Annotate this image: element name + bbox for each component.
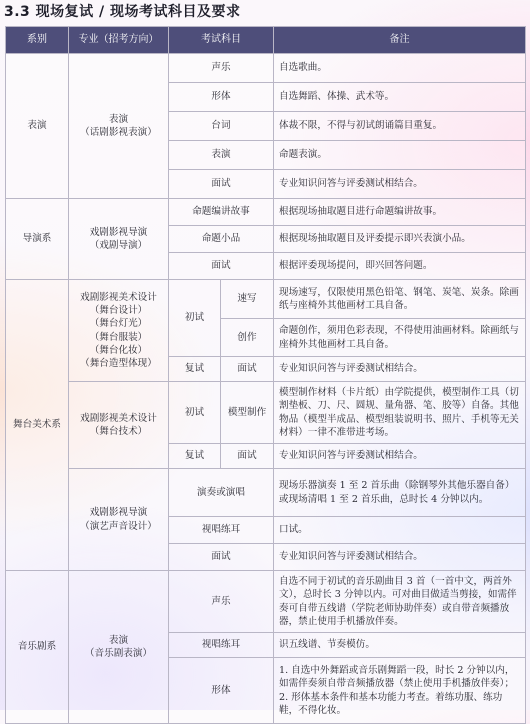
exam-subjects-table (5, 26, 526, 724)
subject-cell: 形体 (169, 83, 274, 112)
subject-cell: 面试 (169, 544, 274, 571)
stage-preliminary: 初试 (169, 280, 221, 357)
dept-performance: 表演 (6, 54, 69, 199)
note-cell: 1. 自选中外舞蹈或音乐剧舞蹈一段，时长 2 分钟以内，如需伴奏须自带音频播放器（禁止使用手机播放伴奏）；2. 形体基本条件和基本功能力考查。着练功服、练功鞋，不得化妆。 (274, 658, 526, 724)
note-cell: 自选舞蹈、体操、武术等。 (274, 83, 526, 112)
subject-cell: 面试 (169, 253, 274, 280)
table-row (6, 280, 526, 319)
subject-cell: 速写 (221, 280, 274, 319)
header-major: 专业（招考方向） (69, 27, 169, 54)
table-header-row (6, 27, 526, 54)
note-cell: 专业知识问答与评委测试相结合。 (274, 357, 526, 382)
subject-cell: 台词 (169, 112, 274, 141)
subject-cell: 演奏或演唱 (169, 469, 274, 517)
table-row (6, 54, 526, 83)
note-cell: 现场乐器演奏 1 至 2 首乐曲（除钢琴外其他乐器自备）或现场清唱 1 至 2 首乐曲，总时长 4 分钟以内。 (274, 469, 526, 517)
subject-cell: 表演 (169, 141, 274, 170)
subject-cell: 声乐 (169, 54, 274, 83)
note-cell: 识五线谱、节奏模仿。 (274, 633, 526, 658)
major-stage-design: 戏剧影视美术设计 （舞台设计） （舞台灯光） （舞台服装） （舞台化妆） （舞台造型体现） (69, 280, 169, 382)
subject-cell: 面试 (221, 444, 274, 469)
major-sound-design: 戏剧影视导演 （演艺声音设计） (69, 469, 169, 571)
note-cell: 自选不同于初试的音乐剧曲目 3 首（一首中文，两首外文），总时长 3 分钟以内。可对曲目做适当剪接，如需伴奏可自带五线谱（学院老师协助伴奏）或自带音频播放器，禁止使用手机播放伴奏。 (274, 571, 526, 633)
header-note: 备注 (274, 27, 526, 54)
major-stage-tech: 戏剧影视美术设计 （舞台技术） (69, 382, 169, 469)
stage-retest: 复试 (169, 444, 221, 469)
note-cell: 根据现场抽取题目及评委提示即兴表演小品。 (274, 226, 526, 253)
note-cell: 自选歌曲。 (274, 54, 526, 83)
section-title: 3.3 现场复试 / 现场考试科目及要求 (4, 4, 241, 20)
stage-preliminary: 初试 (169, 382, 221, 444)
subject-cell: 命题编讲故事 (169, 199, 274, 226)
note-cell: 命题表演。 (274, 141, 526, 170)
subject-cell: 模型制作 (221, 382, 274, 444)
table-row (6, 571, 526, 633)
subject-cell: 形体 (169, 658, 274, 724)
note-cell: 命题创作，须用色彩表现，不得使用油画材料。除画纸与座椅外其他画材工具自备。 (274, 319, 526, 357)
major-performance: 表演 （话剧影视表演） (69, 54, 169, 199)
table-row (6, 382, 526, 444)
subject-cell: 声乐 (169, 571, 274, 633)
stage-retest: 复试 (169, 357, 221, 382)
note-cell: 口试。 (274, 517, 526, 544)
major-musical: 表演 （音乐剧表演） (69, 571, 169, 724)
table-row (6, 199, 526, 226)
subject-cell: 命题小品 (169, 226, 274, 253)
subject-cell: 视唱练耳 (169, 517, 274, 544)
note-cell: 根据现场抽取题目进行命题编讲故事。 (274, 199, 526, 226)
header-dept: 系别 (6, 27, 69, 54)
note-cell: 专业知识问答与评委测试相结合。 (274, 170, 526, 199)
note-cell: 专业知识问答与评委测试相结合。 (274, 544, 526, 571)
note-cell: 模型制作材料（卡片纸）由学院提供，模型制作工具（切割垫板、刀、尺、圆规、量角器、笔、胶等）自备。其他物品（模型半成品、模型组装说明书、照片、手机等无关材料）一律不准带进考场。 (274, 382, 526, 444)
note-cell: 专业知识问答与评委测试相结合。 (274, 444, 526, 469)
note-cell: 根据评委现场提问，即兴回答问题。 (274, 253, 526, 280)
note-cell: 体裁不限，不得与初试朗诵篇目重复。 (274, 112, 526, 141)
dept-stage-art: 舞台美术系 (6, 280, 69, 571)
major-directing: 戏剧影视导演 （戏剧导演） (69, 199, 169, 280)
subject-cell: 面试 (221, 357, 274, 382)
note-cell: 现场速写，仅限使用黑色铅笔、钢笔、炭笔、炭条。除画纸与座椅外其他画材工具自备。 (274, 280, 526, 319)
header-subject: 考试科目 (169, 27, 274, 54)
dept-directing: 导演系 (6, 199, 69, 280)
subject-cell: 创作 (221, 319, 274, 357)
table-row (6, 469, 526, 517)
dept-musical: 音乐剧系 (6, 571, 69, 724)
subject-cell: 视唱练耳 (169, 633, 274, 658)
subject-cell: 面试 (169, 170, 274, 199)
